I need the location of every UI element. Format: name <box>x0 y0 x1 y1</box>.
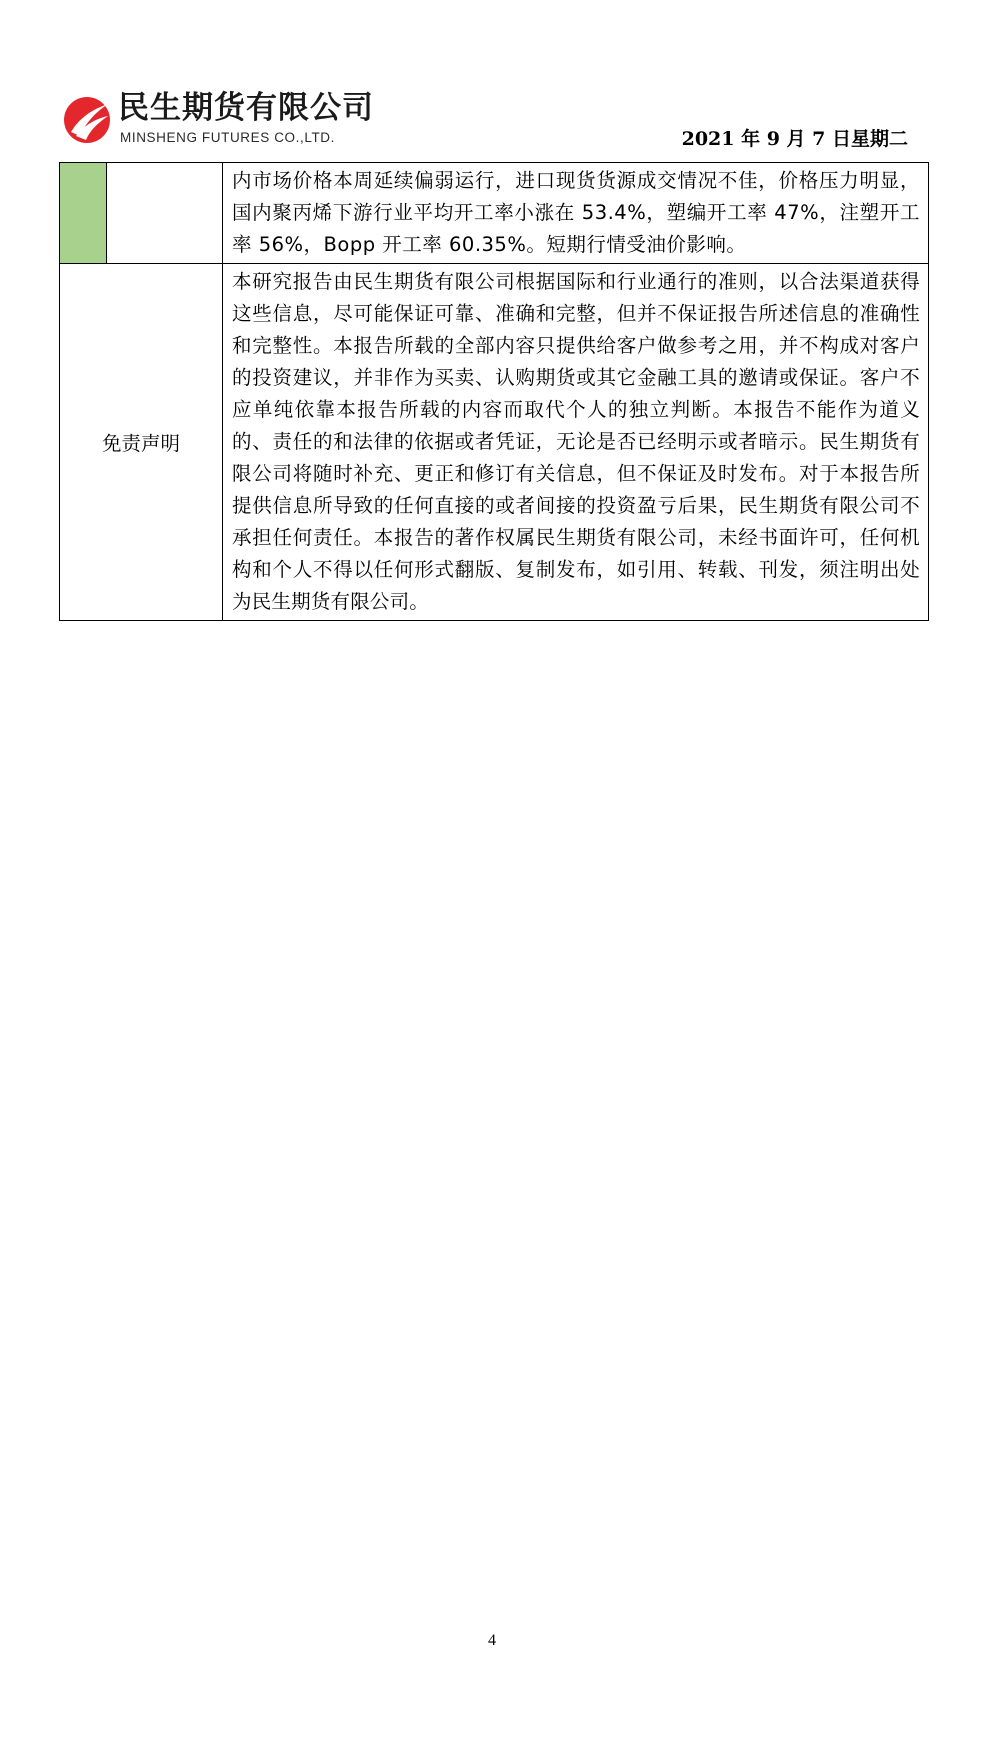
report-date: 2021 年 9 月 7 日星期二 <box>681 128 908 150</box>
table-row-market <box>60 163 929 264</box>
company-name-en: MINSHENG FUTURES CO.,LTD. <box>120 130 336 145</box>
minsheng-logo-icon <box>62 92 112 146</box>
disclaimer-text: 本研究报告由民生期货有限公司根据国际和行业通行的准则，以合法渠道获得这些信息，尽可能保证可靠、准确和完整，但并不保证报告所述信息的准确性和完整性。本报告所载的全部内容只提供给客户做参考之用，并不构成对客户的投资建议，并非作为买卖、认购期货或其它金融工具的邀请或保证。客户不应单纯依靠本报告所载的内容而取代个人的独立判断。本报告不能作为道义的、责任的和法律的依据或者凭证，无论是否已经明示或者暗示。民生期货有限公司将随时补充、更正和修订有关信息，但不保证及时发布。对于本报告所提供信息所导致的任何直接的或者间接的投资盈亏后果，民生期货有限公司不承担任何责任。本报告的著作权属民生期货有限公司，未经书面许可，任何机构和个人不得以任何形式翻版、复制发布，如引用、转载、刊发，须注明出处为民生期货有限公司。 <box>232 270 920 613</box>
disclaimer-cell <box>223 264 929 621</box>
market-commentary-cell <box>223 163 929 264</box>
subcategory-cell <box>107 163 223 264</box>
company-name-cn: 民生期货有限公司 <box>118 90 374 126</box>
page-header <box>62 88 932 154</box>
report-table <box>59 162 929 621</box>
category-color-cell <box>60 163 107 264</box>
page-number: 4 <box>488 1632 496 1649</box>
table-row-disclaimer <box>60 264 929 621</box>
market-commentary-text: 内市场价格本周延续偏弱运行，进口现货货源成交情况不佳，价格压力明显，国内聚丙烯下游行业平均开工率小涨在 53.4%，塑编开工率 47%，注塑开工率 56%，Bopp 开工率 60.35%。短期行情受油价影响。 <box>232 169 920 256</box>
disclaimer-label: 免责声明 <box>60 264 223 621</box>
